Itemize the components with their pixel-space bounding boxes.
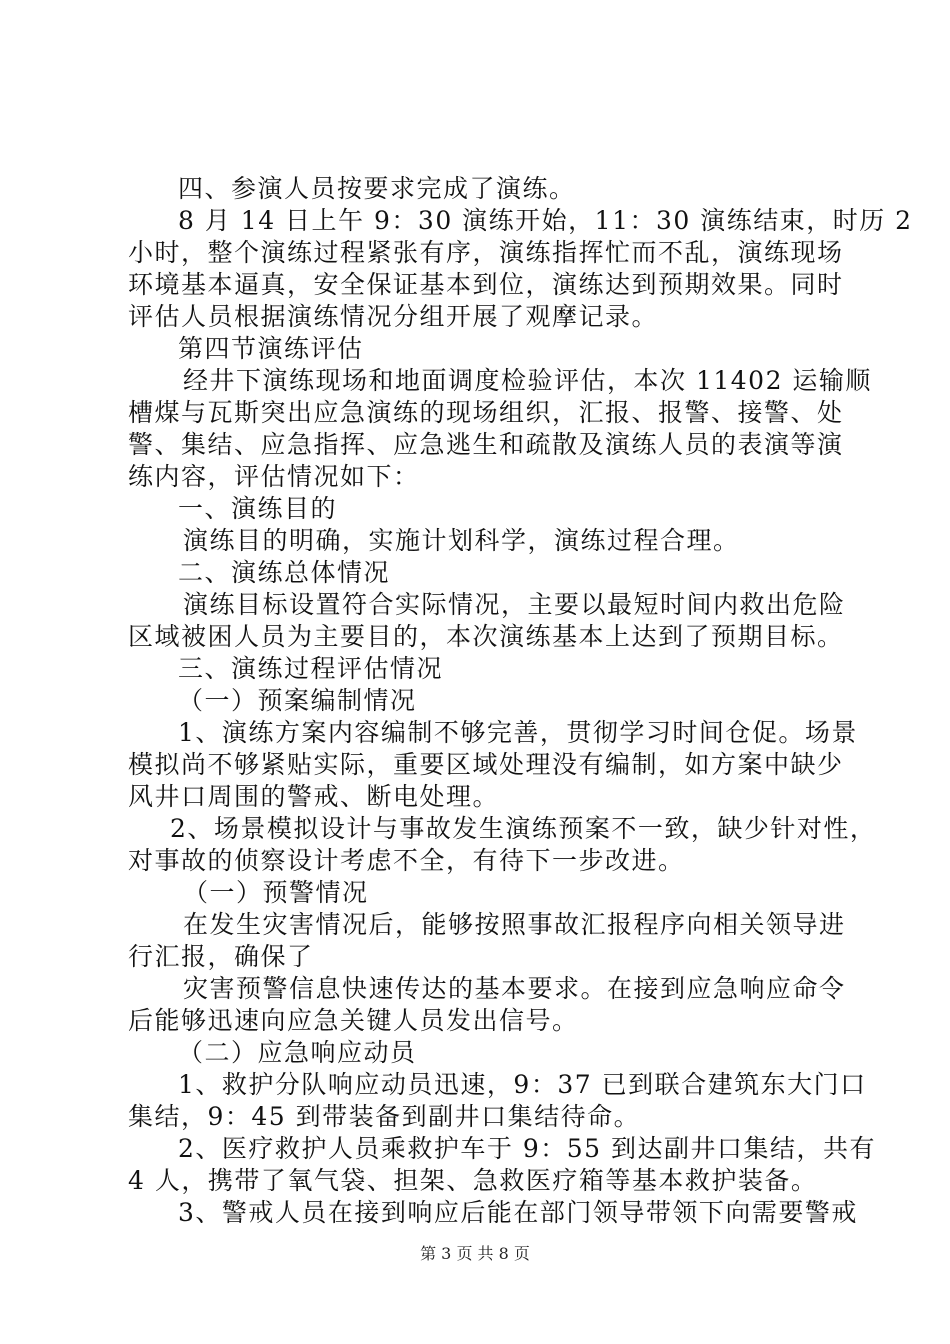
section-heading: 一、演练目的 — [178, 494, 338, 523]
paragraph-line: 3、警戒人员在接到响应后能在部门领导带领下向需要警戒 — [178, 1198, 858, 1227]
subsection-heading: （二）应急响应动员 — [178, 1038, 417, 1067]
paragraph-line: 8 月 14 日上午 9：30 演练开始，11：30 演练结束，时历 2 — [178, 206, 913, 235]
paragraph-line: 对事故的侦察设计考虑不全，有待下一步改进。 — [128, 846, 685, 875]
paragraph-line: 练内容，评估情况如下： — [128, 462, 420, 491]
paragraph-line: 2、医疗救护人员乘救护车于 9：55 到达副井口集结，共有 — [178, 1134, 877, 1163]
subsection-heading: （一）预案编制情况 — [178, 686, 417, 715]
paragraph-line: 2、场景模拟设计与事故发生演练预案不一致，缺少针对性， — [170, 814, 877, 843]
page-number-footer: 第 3 页 共 8 页 — [420, 1244, 530, 1263]
paragraph-line: 在发生灾害情况后，能够按照事故汇报程序向相关领导进 — [183, 910, 846, 939]
paragraph-line: 风井口周围的警戒、断电处理。 — [128, 782, 500, 811]
paragraph-line: 演练目标设置符合实际情况，主要以最短时间内救出危险 — [183, 590, 846, 619]
section-heading: 三、演练过程评估情况 — [178, 654, 444, 683]
paragraph-line: 模拟尚不够紧贴实际，重要区域处理没有编制，如方案中缺少 — [128, 750, 844, 779]
paragraph-line: 行汇报，确保了 — [128, 942, 314, 971]
paragraph-line: 后能够迅速向应急关键人员发出信号。 — [128, 1006, 579, 1035]
section-heading: 第四节演练评估 — [178, 334, 364, 363]
paragraph-line: 四、参演人员按要求完成了演练。 — [178, 174, 576, 203]
paragraph-line: 演练目的明确，实施计划科学，演练过程合理。 — [183, 526, 740, 555]
paragraph-line: 槽煤与瓦斯突出应急演练的现场组织，汇报、报警、接警、处 — [128, 398, 844, 427]
paragraph-line: 区域被困人员为主要目的，本次演练基本上达到了预期目标。 — [128, 622, 844, 651]
paragraph-line: 1、演练方案内容编制不够完善，贯彻学习时间仓促。场景 — [178, 718, 858, 747]
paragraph-line: 经井下演练现场和地面调度检验评估，本次 11402 运输顺 — [183, 366, 872, 395]
paragraph-line: 环境基本逼真，安全保证基本到位，演练达到预期效果。同时 — [128, 270, 844, 299]
paragraph-line: 4 人，携带了氧气袋、担架、急救医疗箱等基本救护装备。 — [128, 1166, 818, 1195]
paragraph-line: 评估人员根据演练情况分组开展了观摩记录。 — [128, 302, 659, 331]
paragraph-line: 警、集结、应急指挥、应急逃生和疏散及演练人员的表演等演 — [128, 430, 844, 459]
subsection-heading: （一）预警情况 — [183, 878, 369, 907]
paragraph-line: 小时，整个演练过程紧张有序，演练指挥忙而不乱，演练现场 — [128, 238, 844, 267]
paragraph-line: 灾害预警信息快速传达的基本要求。在接到应急响应命令 — [183, 974, 846, 1003]
paragraph-line: 集结，9：45 到带装备到副井口集结待命。 — [128, 1102, 641, 1131]
section-heading: 二、演练总体情况 — [178, 558, 391, 587]
paragraph-line: 1、救护分队响应动员迅速，9：37 已到联合建筑东大门口 — [178, 1070, 867, 1099]
